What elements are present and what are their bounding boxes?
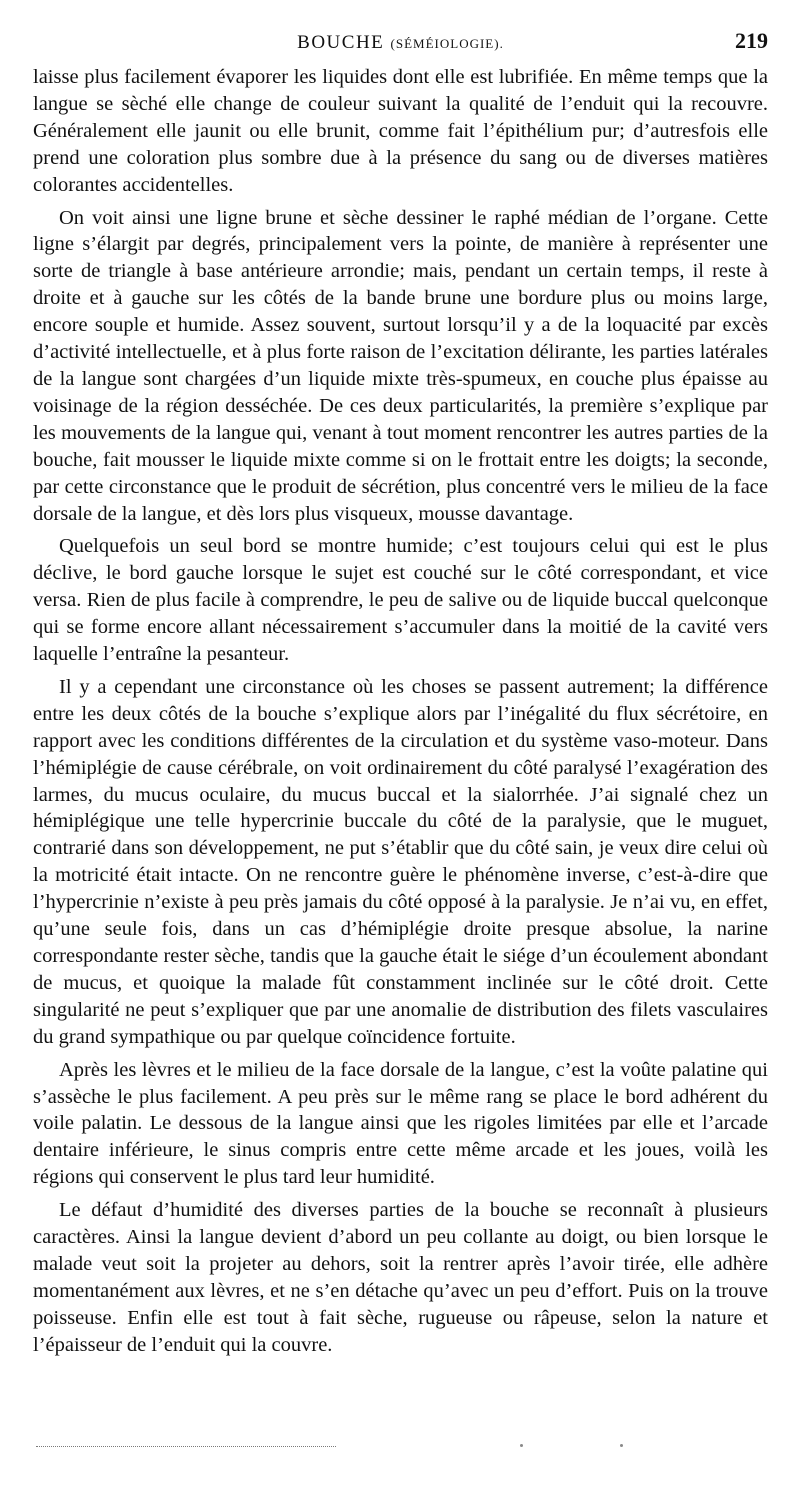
footer-dot (520, 1444, 523, 1447)
footer-dot (620, 1444, 623, 1447)
footer-dotted-rule (36, 1446, 336, 1447)
page-number: 219 (735, 28, 768, 53)
paragraph: On voit ainsi une ligne brune et sèche dessiner le raphé médian de l’organe. Cette ligne s’élargit par degrés, principalement vers la pointe, de manière à représenter une sorte de triangle à base antérieure arrondie; mais, pendant un certain temps, il reste à droite et à gauche sur les côtés de la bande brune une bordure plus ou moins large, encore souple et humide. Assez souvent, surtout lorsqu’il y a de la loquacité par excès d’activité intellectuelle, et à plus forte raison de l’excitation délirante, les parties latérales de la langue sont chargées d’un liquide mixte très-spumeux, en couche plus épaisse au voisinage de la région desséchée. De ces deux particularités, la première s’explique par les mouvements de la langue qui, venant à tout moment rencontrer les autres parties de la bouche, fait mousser le liquide mixte comme si on le frottait entre les doigts; la seconde, par cette circonstance que le produit de sécrétion, plus concentré vers le milieu de la face dorsale de la langue, et dès lors plus visqueux, mousse davantage. (33, 206, 768, 525)
paragraph: Quelquefois un seul bord se montre humide; c’est toujours celui qui est le plus déclive, le bord gauche lorsque le sujet est couché sur le côté correspondant, et vice versa. Rien de plus facile à comprendre, le peu de salive ou de liquide buccal quelconque qui se forme encore allant nécessairement s’accumuler dans la moitié de la cavité vers laquelle l’entraîne la pesanteur. (33, 535, 768, 666)
running-title (33, 32, 768, 54)
running-title-main: BOUCHE (297, 32, 385, 53)
paragraph: laisse plus facilement évaporer les liquides dont elle est lubrifiée. En même temps que la langue se sèché elle change de couleur suivant la qualité de l’enduit qui la recouvre. Généralement elle jaunit ou elle brunit, comme fait l’épithélium pur; d’autresfois elle prend une coloration plus sombre due à la présence du sang ou de diverses matières colorantes accidentelles. (33, 66, 768, 196)
paragraph: Le défaut d’humidité des diverses parties de la bouche se reconnaît à plusieurs caractères. Ainsi la langue devient d’abord un peu collante au doigt, ou bien lorsque le malade veut soit la projeter au dehors, soit la rentrer après l’avoir tirée, elle adhère momentanément aux lèvres, et ne s’en détache qu’avec un peu d’effort. Puis on la trouve poisseuse. Enfin elle est tout à fait sèche, rugueuse ou râpeuse, selon la nature et l’épaisseur de l’enduit qui la couvre. (33, 1199, 768, 1356)
page-header (33, 28, 768, 58)
body-text (33, 64, 768, 1365)
paragraph: Après les lèvres et le milieu de la face dorsale de la langue, c’est la voûte palatine qui s’assèche le plus facilement. A peu près sur le même rang se place le bord adhérent du voile palatin. Le dessous de la langue ainsi que les rigoles limitées par elle et l’arcade dentaire inférieure, le sinus compris entre cette même arcade et les joues, voilà les régions qui conservent le plus tard leur humidité. (33, 1058, 768, 1189)
paragraph: Il y a cependant une circonstance où les choses se passent autrement; la différence entre les deux côtés de la bouche s’explique alors par l’inégalité du flux sécrétoire, en rapport avec les conditions différentes de la circulation et du système vaso-moteur. Dans l’hémiplégie de cause cérébrale, on voit ordinairement du côté paralysé l’exagération des larmes, du mucus oculaire, du mucus buccal et la sialorrhée. J’ai signalé chez un hémiplégique une telle hypercrinie buccale du côté de la paralysie, que le muguet, contrarié dans son développement, ne put s’établir que du côté sain, je veux dire celui où la motricité était intacte. On ne rencontre guère le phénomène inverse, c’est-à-dire que l’hypercrinie n’existe à peu près jamais du côté opposé à la paralysie. Je n’ai vu, en effet, qu’une seule fois, dans un cas d’hémiplégie droite presque absolue, la narine correspondante rester sèche, tandis que la gauche était le siége d’un écoulement abondant de mucus, et quoique la malade fût constamment inclinée sur le côté droit. Cette singularité ne peut s’expliquer que par une anomalie de distribution des filets vasculaires du grand sympathique ou par quelque coïncidence fortuite. (33, 675, 768, 1048)
running-title-sub: (SÉMÉIOLOGIE). (390, 36, 504, 51)
